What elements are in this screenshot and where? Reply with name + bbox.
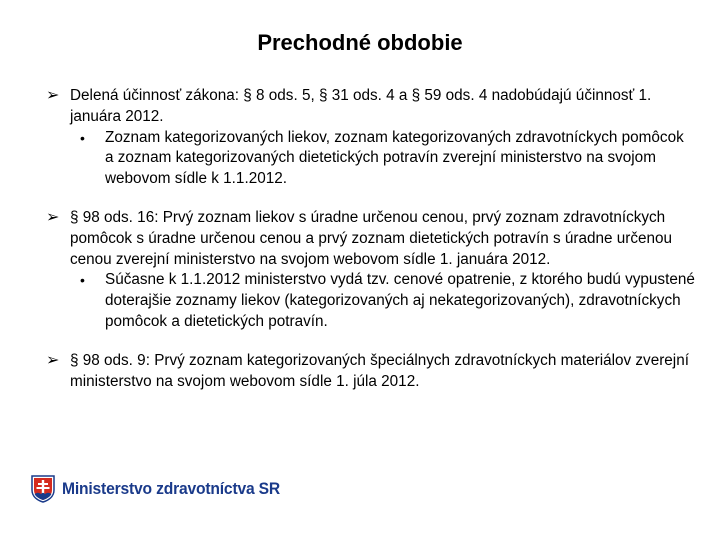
- slovak-crest-icon: [30, 475, 56, 503]
- dot-bullet-icon: •: [80, 272, 85, 289]
- arrow-bullet-icon: ➢: [46, 351, 60, 369]
- arrow-bullet-icon: ➢: [46, 87, 60, 104]
- list-item: [0, 86, 720, 190]
- ministry-logo: [30, 475, 299, 503]
- sub-list-item: [0, 270, 720, 332]
- list-item: [0, 208, 720, 333]
- sub-list-item: [0, 128, 720, 190]
- page-title: Prechodné obdobie: [257, 30, 463, 55]
- bullet-text: Delená účinnosť zákona: § 8 ods. 5, § 31 ods. 4 a § 59 ods. 4 nadobúdajú účinnosť 1. januára 2012.: [70, 87, 652, 125]
- bullet-text: § 98 ods. 9: Prvý zoznam kategorizovaných špeciálnych zdravotníckych materiálov zverejní ministerstvo na svojom webovom sídle 1. júla 2012.: [70, 351, 689, 390]
- list-item: [0, 351, 720, 393]
- sub-bullet-text: Zoznam kategorizovaných liekov, zoznam kategorizovaných zdravotníckych pomôcok a zoznam kategorizovaných dietetických potravín zverejní ministerstvo na svojom webovom sídle k 1.1.2012.: [105, 128, 684, 188]
- bullet-text: § 98 ods. 16: Prvý zoznam liekov s úradne určenou cenou, prvý zoznam zdravotníckych pomôcok s úradne určenou cenou a prvý zoznam dietetických potravín s úradne určenou cenou zverejní ministerstvo na svojom webovom sídle 1. januára 2012.: [70, 208, 673, 268]
- bullet-list: [0, 86, 720, 410]
- ministry-name: Ministerstvo zdravotníctva SR: [62, 479, 281, 498]
- dot-bullet-icon: •: [80, 129, 85, 146]
- arrow-bullet-icon: ➢: [46, 208, 60, 226]
- sub-bullet-text: Súčasne k 1.1.2012 ministerstvo vydá tzv. cenové opatrenie, z ktorého budú vypustené doterajšie zoznamy liekov (kategorizovaných aj nekategorizovaných), zdravotníckych pomôcok a dietetických potravín.: [105, 271, 695, 330]
